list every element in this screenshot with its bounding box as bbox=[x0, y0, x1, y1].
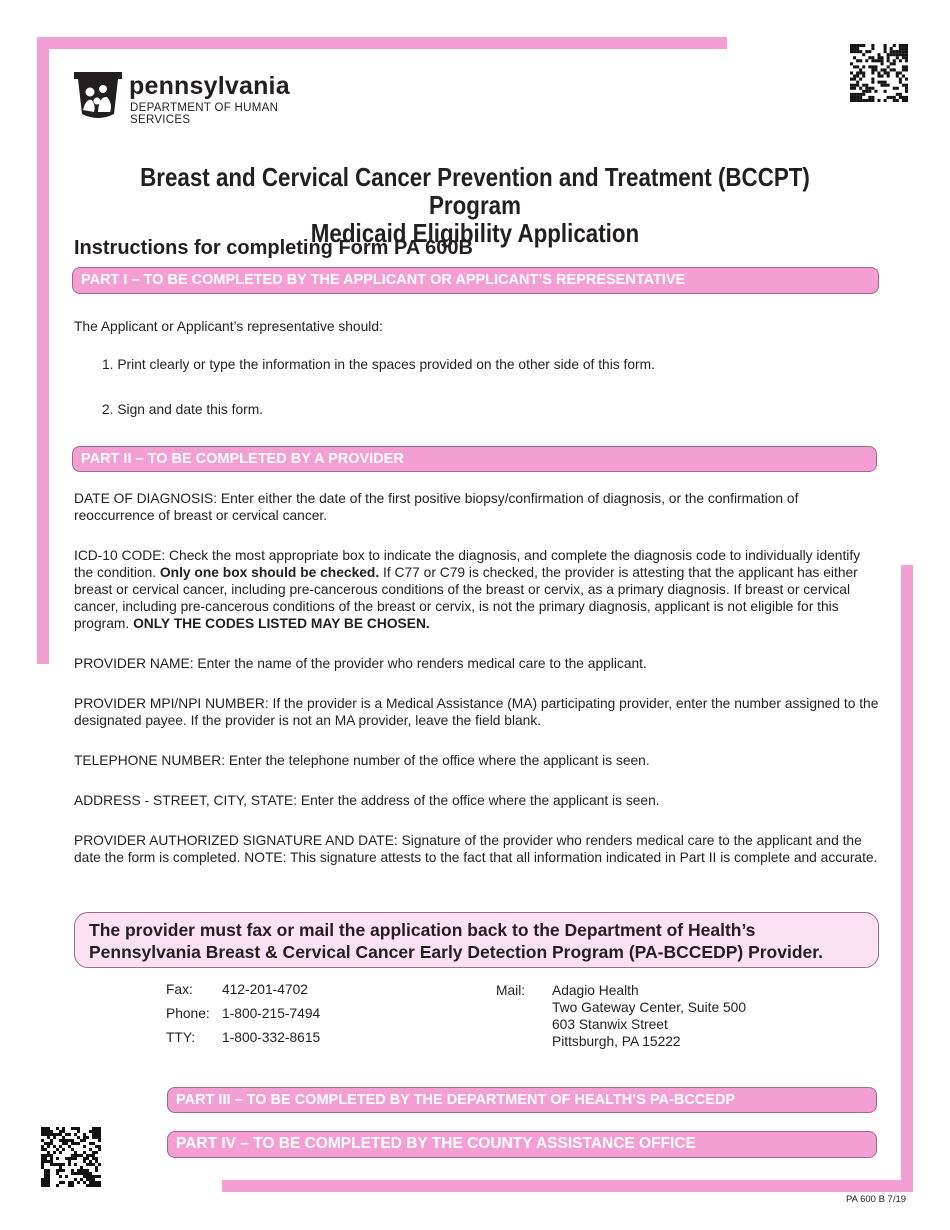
mail-address bbox=[552, 982, 746, 1050]
date-of-diagnosis-instruction: DATE OF DIAGNOSIS: Enter either the date of the first positive biopsy/confirmation of diagnosis, or the confirmation of reoccurrence of breast or cervical cancer. bbox=[74, 491, 799, 523]
qr-code-top bbox=[850, 44, 908, 102]
icd10-text-a: ICD-10 CODE: Check the most appropriate box to indicate the diagnosis, and complete the diagnosis code to individually identify the condition. bbox=[74, 548, 861, 580]
part3-header-band bbox=[167, 1087, 877, 1113]
form-code: PA 600 B 7/19 bbox=[846, 1194, 907, 1205]
logo-state-name: pennsylvania bbox=[129, 72, 290, 100]
mail-label: Mail: bbox=[496, 983, 526, 998]
contact-numbers bbox=[222, 978, 320, 1050]
top-accent-bar bbox=[37, 37, 727, 49]
part3-header: PART III – TO BE COMPLETED BY THE DEPARTMENT OF HEALTH’S PA-BCCEDP bbox=[176, 1092, 736, 1108]
mail-address-line: Pittsburgh, PA 15222 bbox=[552, 1034, 681, 1049]
tty-label: TTY: bbox=[166, 1030, 196, 1045]
icd10-text-c: If C77 or C79 is checked, the provider is attesting that the applicant has either breast or cervical cancer, including pre-cancerous conditions of the breast or cervix, as a primary diagnosis. If breast or cervical cancer, including pre-cancerous conditions of the breast or cervix, is not the primary diagnosis, applicant is not eligible for this program. bbox=[74, 565, 858, 631]
part2-header: PART II – TO BE COMPLETED BY A PROVIDER bbox=[81, 451, 404, 467]
title-line-1: Breast and Cervical Cancer Prevention and Treatment (BCCPT) Program bbox=[140, 162, 810, 220]
provider-name-instruction: PROVIDER NAME: Enter the name of the provider who renders medical care to the applicant. bbox=[74, 656, 647, 671]
icd10-text-d: ONLY THE CODES LISTED MAY BE CHOSEN. bbox=[133, 616, 430, 631]
mail-address-line: Adagio Health bbox=[552, 983, 639, 998]
address-instruction: ADDRESS - STREET, CITY, STATE: Enter the address of the office where the applicant is seen. bbox=[74, 793, 660, 808]
part1-header: PART I – TO BE COMPLETED BY THE APPLICANT OR APPLICANT’S REPRESENTATIVE bbox=[81, 272, 686, 288]
mail-address-line: Two Gateway Center, Suite 500 bbox=[552, 1000, 747, 1015]
notice-line-1: The provider must fax or mail the application back to the Department of Health’s bbox=[89, 920, 756, 940]
title-line-2: Medicaid Eligibility Application bbox=[310, 218, 640, 248]
fax-label: Fax: bbox=[166, 982, 193, 997]
return-instructions-notice bbox=[74, 912, 879, 968]
page-title bbox=[118, 163, 832, 247]
left-accent-bar bbox=[37, 37, 49, 664]
right-accent-bar bbox=[901, 565, 913, 1192]
tty-number: 1-800-332-8615 bbox=[222, 1030, 321, 1045]
part2-header-band bbox=[72, 446, 877, 472]
provider-mpi-instruction: PROVIDER MPI/NPI NUMBER: If the provider is a Medical Assistance (MA) participating provider, enter the number assigned to the designated payee. If the provider is not an MA provider, leave the field blank. bbox=[74, 696, 879, 728]
qr-code-bottom bbox=[41, 1127, 101, 1187]
keystone-family-icon bbox=[72, 70, 124, 120]
logo-department-name: DEPARTMENT OF HUMAN SERVICES bbox=[130, 102, 279, 126]
part4-header-band bbox=[167, 1131, 877, 1158]
instructions-heading: Instructions for completing Form PA 600B bbox=[74, 237, 473, 259]
icd10-text-b: Only one box should be checked. bbox=[159, 565, 380, 580]
bottom-accent-bar bbox=[222, 1180, 913, 1192]
part1-intro: The Applicant or Applicant’s representative should: bbox=[74, 319, 383, 334]
pennsylvania-dhs-logo bbox=[72, 70, 332, 126]
phone-number: 1-800-215-7494 bbox=[222, 1006, 321, 1021]
part1-step-2: 2. Sign and date this form. bbox=[102, 402, 264, 417]
part1-header-band bbox=[72, 267, 879, 294]
signature-instruction: PROVIDER AUTHORIZED SIGNATURE AND DATE: Signature of the provider who renders medical care to the applicant and the date the form is completed. NOTE: This signature attests to the fact that all information indicated in Part II is complete and accurate. bbox=[74, 833, 878, 865]
mail-address-line: 603 Stanwix Street bbox=[552, 1017, 668, 1032]
phone-label: Phone: bbox=[166, 1006, 210, 1021]
notice-line-2: Pennsylvania Breast & Cervical Cancer Early Detection Program (PA-BCCEDP) Provider. bbox=[89, 942, 823, 962]
telephone-instruction: TELEPHONE NUMBER: Enter the telephone number of the office where the applicant is seen. bbox=[74, 753, 650, 768]
icd10-code-instruction bbox=[74, 547, 882, 632]
part1-step-1: 1. Print clearly or type the information in the spaces provided on the other side of this form. bbox=[102, 357, 655, 372]
contact-labels bbox=[166, 978, 210, 1050]
fax-number: 412-201-4702 bbox=[222, 982, 308, 997]
part4-header: PART IV – TO BE COMPLETED BY THE COUNTY ASSISTANCE OFFICE bbox=[176, 1135, 696, 1152]
